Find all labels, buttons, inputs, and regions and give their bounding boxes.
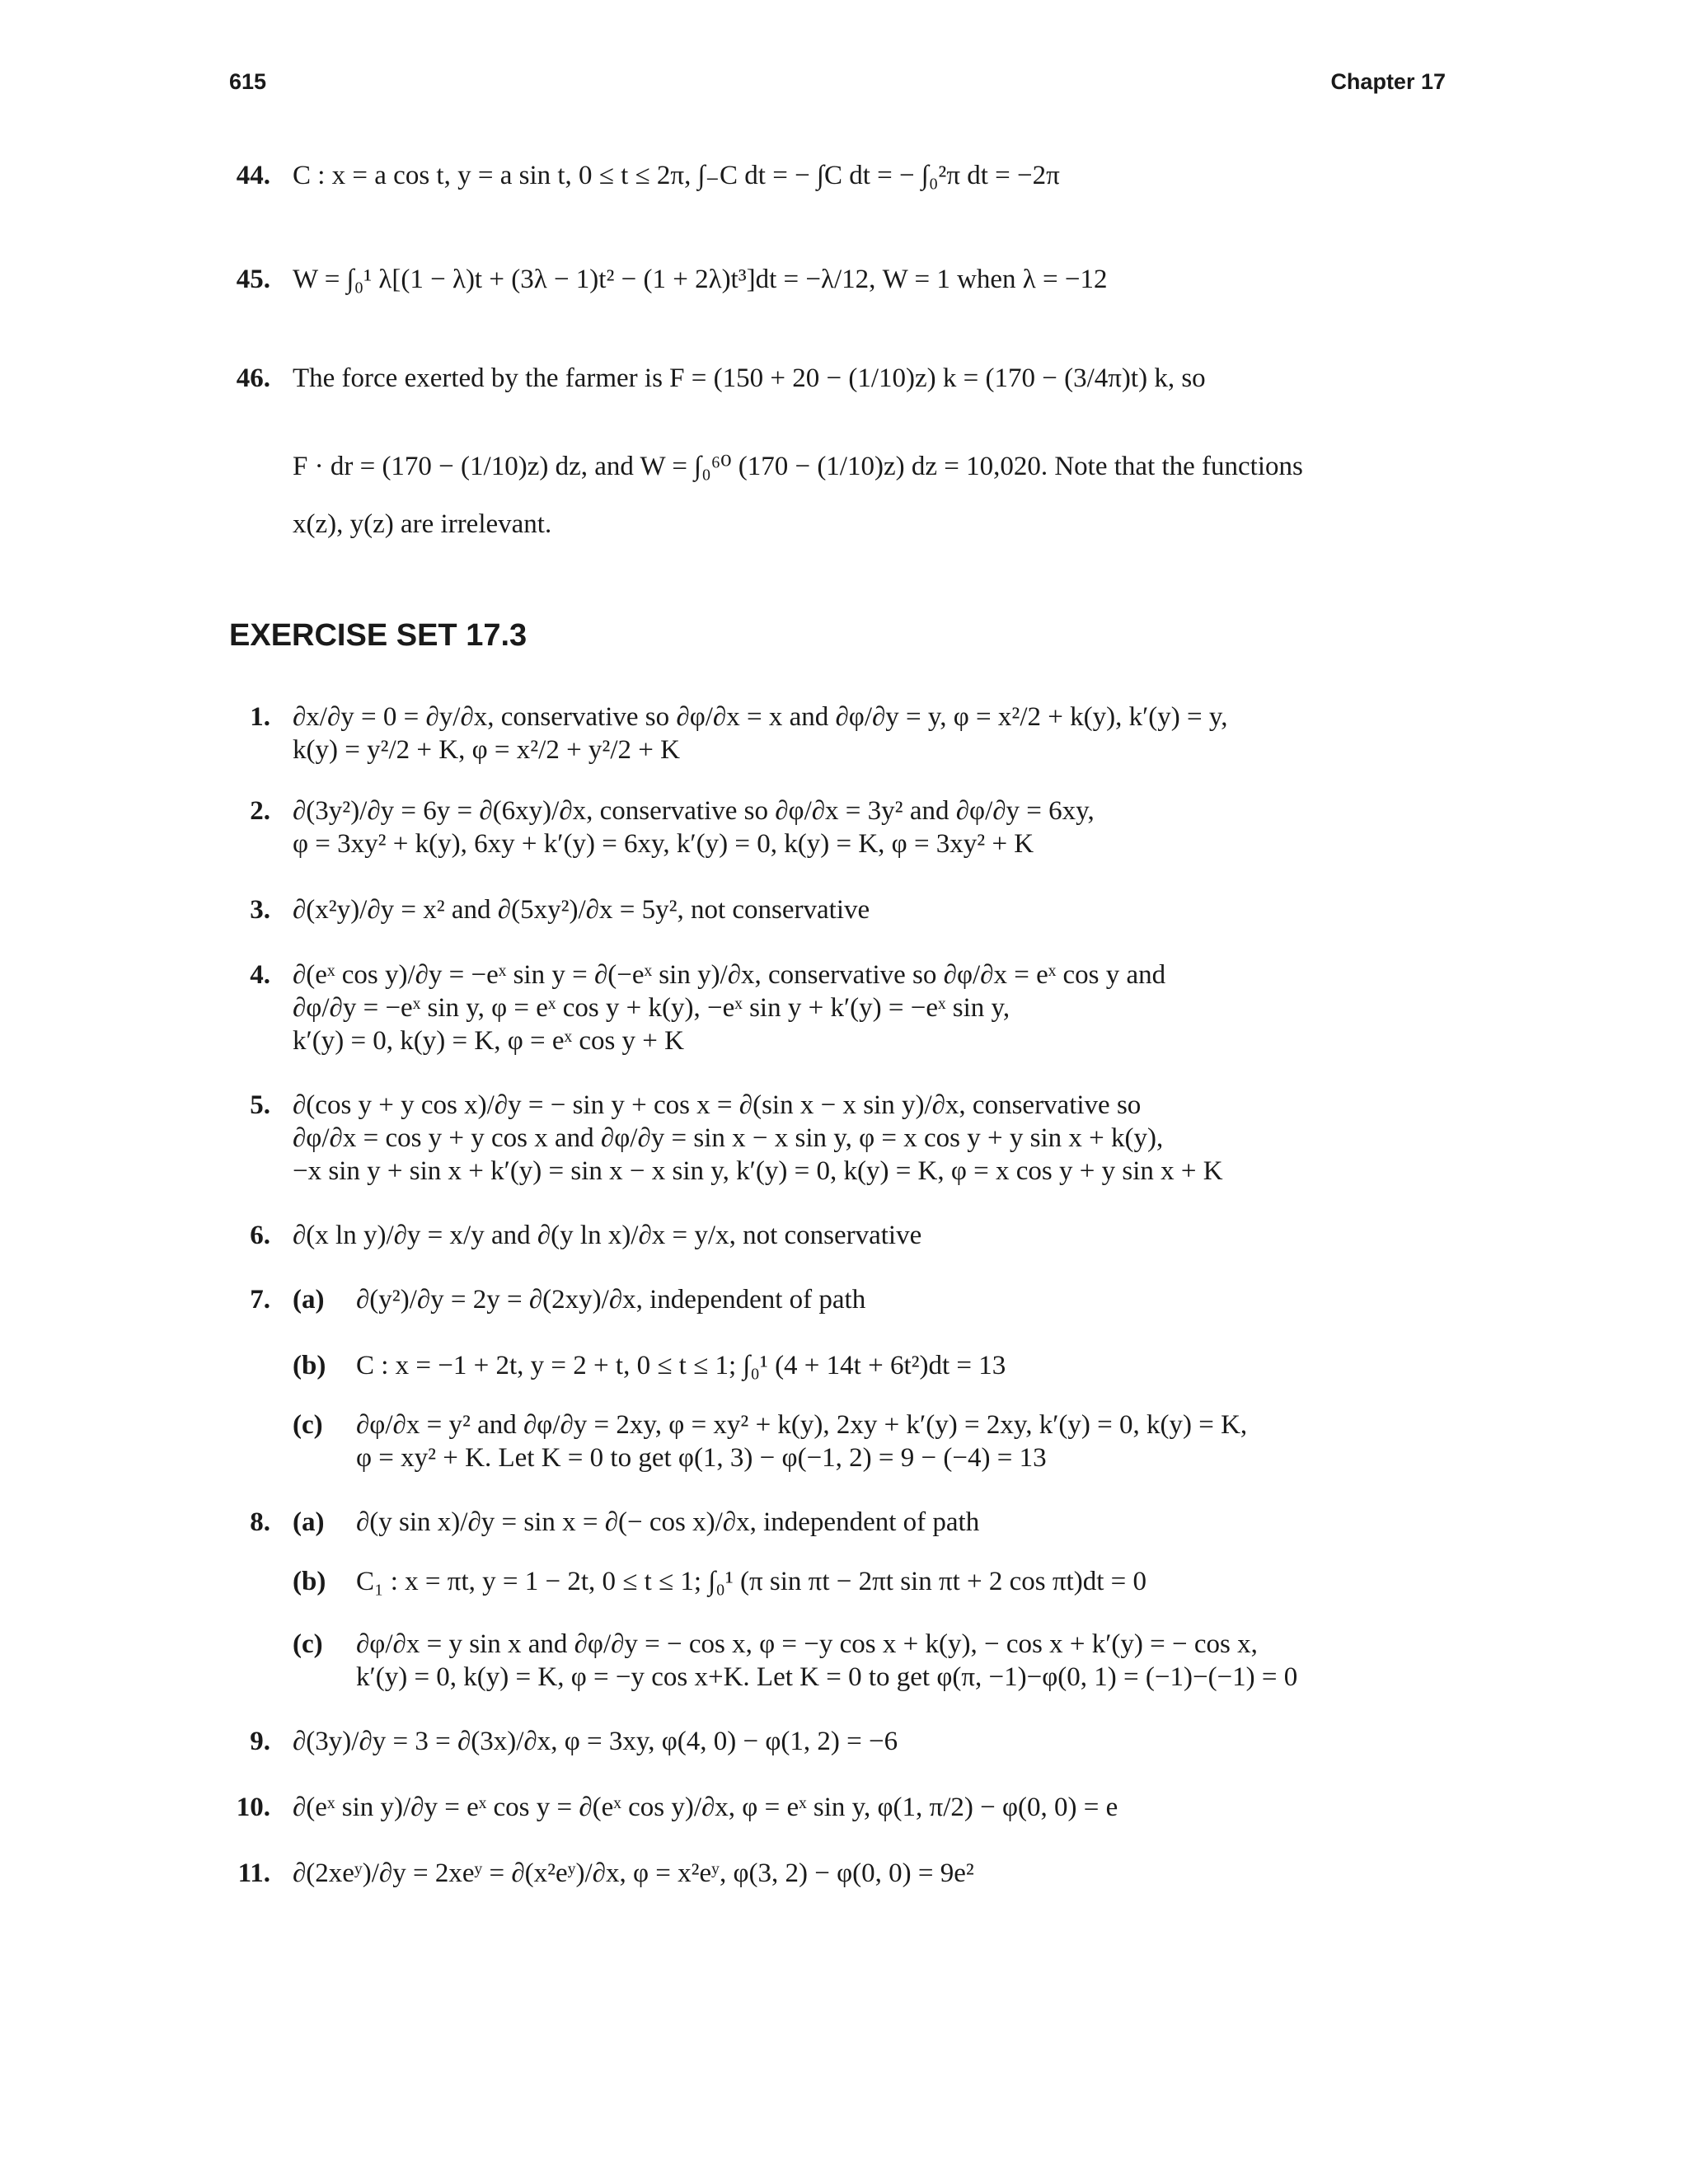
problem-line: k′(y) = 0, k(y) = K, φ = eˣ cos y + K [293,1026,685,1056]
problem-line: ∂(eˣ cos y)/∂y = −eˣ sin y = ∂(−eˣ sin y)/∂x, conservative so ∂φ/∂x = eˣ cos y and [293,960,1166,990]
part-label: (a) [293,1285,325,1315]
problem-line: C : x = a cos t, y = a sin t, 0 ≤ t ≤ 2π, ∫₋C dt = − ∫C dt = − ∫₀²π dt = −2π [293,161,1060,190]
part-line: C₁ : x = πt, y = 1 − 2t, 0 ≤ t ≤ 1; ∫₀¹ (π sin πt − 2πt sin πt + 2 cos πt)dt = 0 [356,1567,1146,1596]
problem-number: 9. [250,1727,270,1756]
problem-line: ∂(x²y)/∂y = x² and ∂(5xy²)/∂x = 5y², not conservative [293,895,870,925]
problem-line: ∂(x ln y)/∂y = x/y and ∂(y ln x)/∂x = y/x, not conservative [293,1221,922,1250]
part-line: ∂(y sin x)/∂y = sin x = ∂(− cos x)/∂x, independent of path [356,1507,980,1537]
problem-line: The force exerted by the farmer is F = (150 + 20 − (1/10)z) k = (170 − (3/4π)t) k, so [293,363,1206,393]
problem-line: F · dr = (170 − (1/10)z) dz, and W = ∫₀⁶⁰ (170 − (1/10)z) dz = 10,020. Note that the functions [293,452,1303,481]
problem-number: 46. [236,363,270,393]
section-title: EXERCISE SET 17.3 [229,618,528,653]
problem-line: φ = 3xy² + k(y), 6xy + k′(y) = 6xy, k′(y) = 0, k(y) = K, φ = 3xy² + K [293,829,1034,859]
problem-number: 3. [250,895,270,925]
part-line: φ = xy² + K. Let K = 0 to get φ(1, 3) − φ(−1, 2) = 9 − (−4) = 13 [356,1443,1047,1473]
part-label: (b) [293,1567,326,1596]
problem-number: 8. [250,1507,270,1537]
problem-number: 6. [250,1221,270,1250]
part-label: (c) [293,1629,323,1659]
problem-line: ∂(2xeʸ)/∂y = 2xeʸ = ∂(x²eʸ)/∂x, φ = x²eʸ, φ(3, 2) − φ(0, 0) = 9e² [293,1858,974,1888]
problem-number: 11. [237,1858,270,1888]
part-label: (a) [293,1507,325,1537]
part-label: (c) [293,1410,323,1440]
part-line: C : x = −1 + 2t, y = 2 + t, 0 ≤ t ≤ 1; ∫₀¹ (4 + 14t + 6t²)dt = 13 [356,1351,1006,1380]
problem-line: ∂(eˣ sin y)/∂y = eˣ cos y = ∂(eˣ cos y)/∂x, φ = eˣ sin y, φ(1, π/2) − φ(0, 0) = e [293,1793,1118,1822]
chapter-label: Chapter 17 [1330,69,1446,94]
problem-line: W = ∫₀¹ λ[(1 − λ)t + (3λ − 1)t² − (1 + 2λ)t³]dt = −λ/12, W = 1 when λ = −12 [293,265,1108,294]
problem-number: 10. [236,1793,270,1822]
problem-line: x(z), y(z) are irrelevant. [293,509,552,539]
problem-number: 44. [236,161,270,190]
problem-number: 2. [250,796,270,826]
problem-number: 5. [250,1090,270,1120]
part-line: ∂(y²)/∂y = 2y = ∂(2xy)/∂x, independent of path [356,1285,866,1315]
problem-line: ∂x/∂y = 0 = ∂y/∂x, conservative so ∂φ/∂x = x and ∂φ/∂y = y, φ = x²/2 + k(y), k′(y) = y, [293,702,1228,732]
problem-line: ∂(cos y + y cos x)/∂y = − sin y + cos x = ∂(sin x − x sin y)/∂x, conservative so [293,1090,1142,1120]
problem-number: 45. [236,265,270,294]
part-line: ∂φ/∂x = y sin x and ∂φ/∂y = − cos x, φ = −y cos x + k(y), − cos x + k′(y) = − cos x, [356,1629,1258,1659]
problem-line: ∂φ/∂y = −eˣ sin y, φ = eˣ cos y + k(y), −eˣ sin y + k′(y) = −eˣ sin y, [293,993,1010,1023]
problem-number: 1. [250,702,270,732]
part-line: ∂φ/∂x = y² and ∂φ/∂y = 2xy, φ = xy² + k(y), 2xy + k′(y) = 2xy, k′(y) = 0, k(y) = K, [356,1410,1248,1440]
problem-number: 4. [250,960,270,990]
problem-line: ∂(3y)/∂y = 3 = ∂(3x)/∂x, φ = 3xy, φ(4, 0) − φ(1, 2) = −6 [293,1727,898,1756]
problem-line: ∂(3y²)/∂y = 6y = ∂(6xy)/∂x, conservative so ∂φ/∂x = 3y² and ∂φ/∂y = 6xy, [293,796,1095,826]
part-line: k′(y) = 0, k(y) = K, φ = −y cos x+K. Let K = 0 to get φ(π, −1)−φ(0, 1) = (−1)−(−1) = 0 [356,1662,1298,1692]
page-number: 615 [229,69,267,94]
problem-line: −x sin y + sin x + k′(y) = sin x − x sin y, k′(y) = 0, k(y) = K, φ = x cos y + y sin x + K [293,1156,1223,1186]
part-label: (b) [293,1351,326,1380]
problem-number: 7. [250,1285,270,1315]
problem-line: k(y) = y²/2 + K, φ = x²/2 + y²/2 + K [293,735,680,765]
problem-line: ∂φ/∂x = cos y + y cos x and ∂φ/∂y = sin x − x sin y, φ = x cos y + y sin x + k(y), [293,1123,1164,1153]
